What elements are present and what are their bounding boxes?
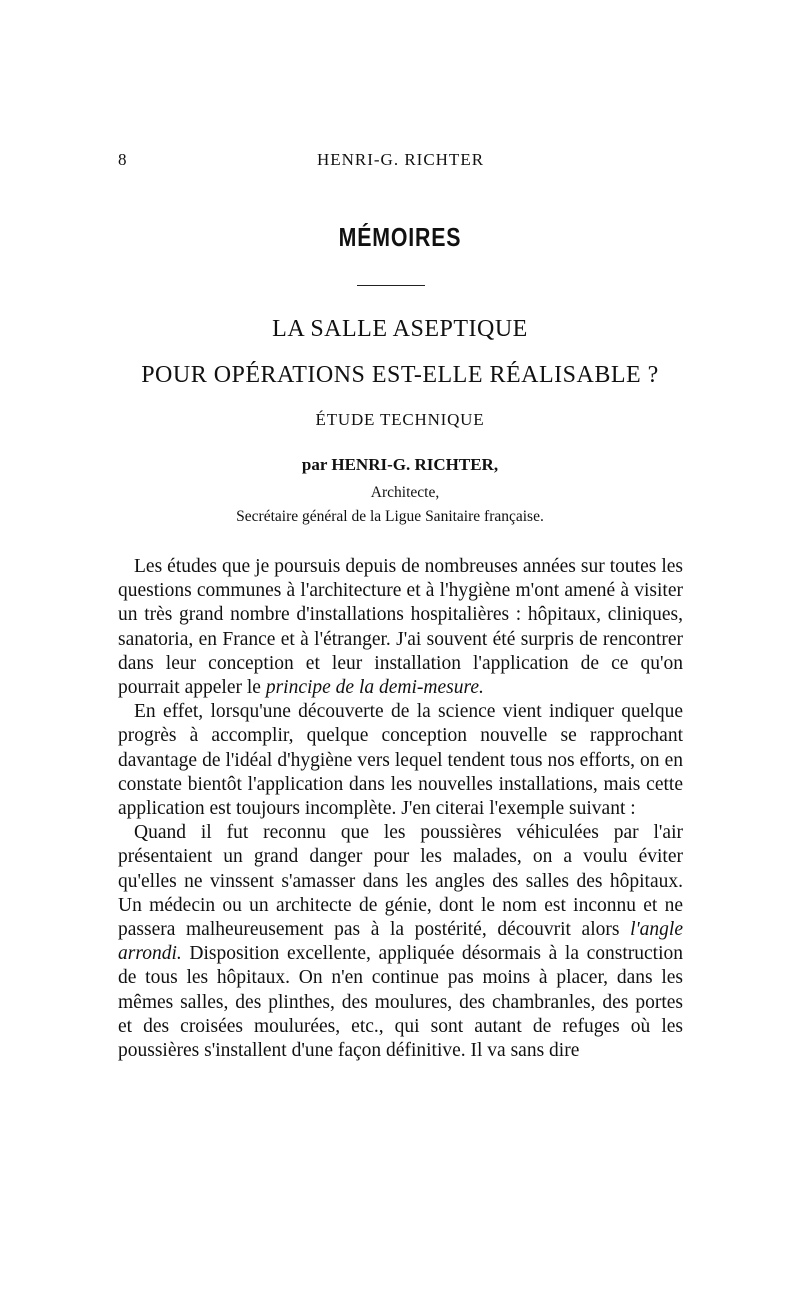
article-title-line-1: LA SALLE ASEPTIQUE — [272, 316, 528, 342]
paragraph-3-text-end: Disposition excellente, appliquée désormais à la construction de tous les hôpitaux. On n'en continue pas moins à placer, dans les mêmes salles, des plinthes, des moulures, des chambranles, des portes et des croisées moulurées, etc., qui sont autant de refuges où les poussières s'installent d'une façon définitive. Il va sans dire — [118, 943, 683, 1062]
running-title: HENRI-G. RICHTER — [316, 150, 485, 169]
article-body — [118, 555, 683, 1063]
paragraph-3-text: Quand il fut reconnu que les poussières véhiculées par l'air présentaient un grand danger pour les malades, on a voulu éviter qu'elles ne vinssent s'amasser dans les angles des salles des hôpitaux. Un médecin ou un architecte de génie, dont le nom est inconnu et ne passera malheureusement pas à la postérité, découvrit alors — [118, 822, 683, 941]
article-title-line-2: POUR OPÉRATIONS EST-ELLE RÉALISABLE ? — [141, 362, 659, 388]
section-title: MÉMOIRES — [338, 222, 462, 252]
paragraph-1 — [118, 555, 683, 700]
paragraph-1-text: Les études que je poursuis depuis de nombreuses années sur toutes les questions communes à l'architecture et à l'hygiène m'ont amené à visiter un très grand nombre d'installations hospitalières : hôpitaux, cliniques, sanatoria, en France et à l'étranger. J'ai souvent été surpris de rencontrer dans leur conception et leur installation l'application de ce qu'on pourrait appeler le — [118, 556, 683, 699]
paragraph-3-italic: l'angle arrondi. — [118, 919, 683, 965]
author-byline: par HENRI-G. RICHTER, — [301, 455, 499, 474]
author-affiliation: Secrétaire général de la Ligue Sanitaire française. — [236, 508, 544, 525]
paragraph-1-italic: principe de la demi-mesure. — [265, 677, 484, 699]
article-subtitle: ÉTUDE TECHNIQUE — [315, 410, 485, 429]
paragraph-2: En effet, lorsqu'une découverte de la science vient indiquer quelque progrès à accomplir, quelque conception nouvelle se rapprochant davantage de l'idéal d'hygiène vers lequel tendent tous nos efforts, on en constate bientôt l'application dans les nouvelles installations, mais cette application est toujours incomplète. J'en citerai l'exemple suivant : — [118, 701, 683, 820]
page-number: 8 — [118, 150, 127, 169]
author-role: Architecte, — [370, 484, 440, 501]
paragraph-3 — [118, 821, 683, 1063]
title-divider — [357, 285, 425, 286]
running-head — [118, 150, 683, 174]
